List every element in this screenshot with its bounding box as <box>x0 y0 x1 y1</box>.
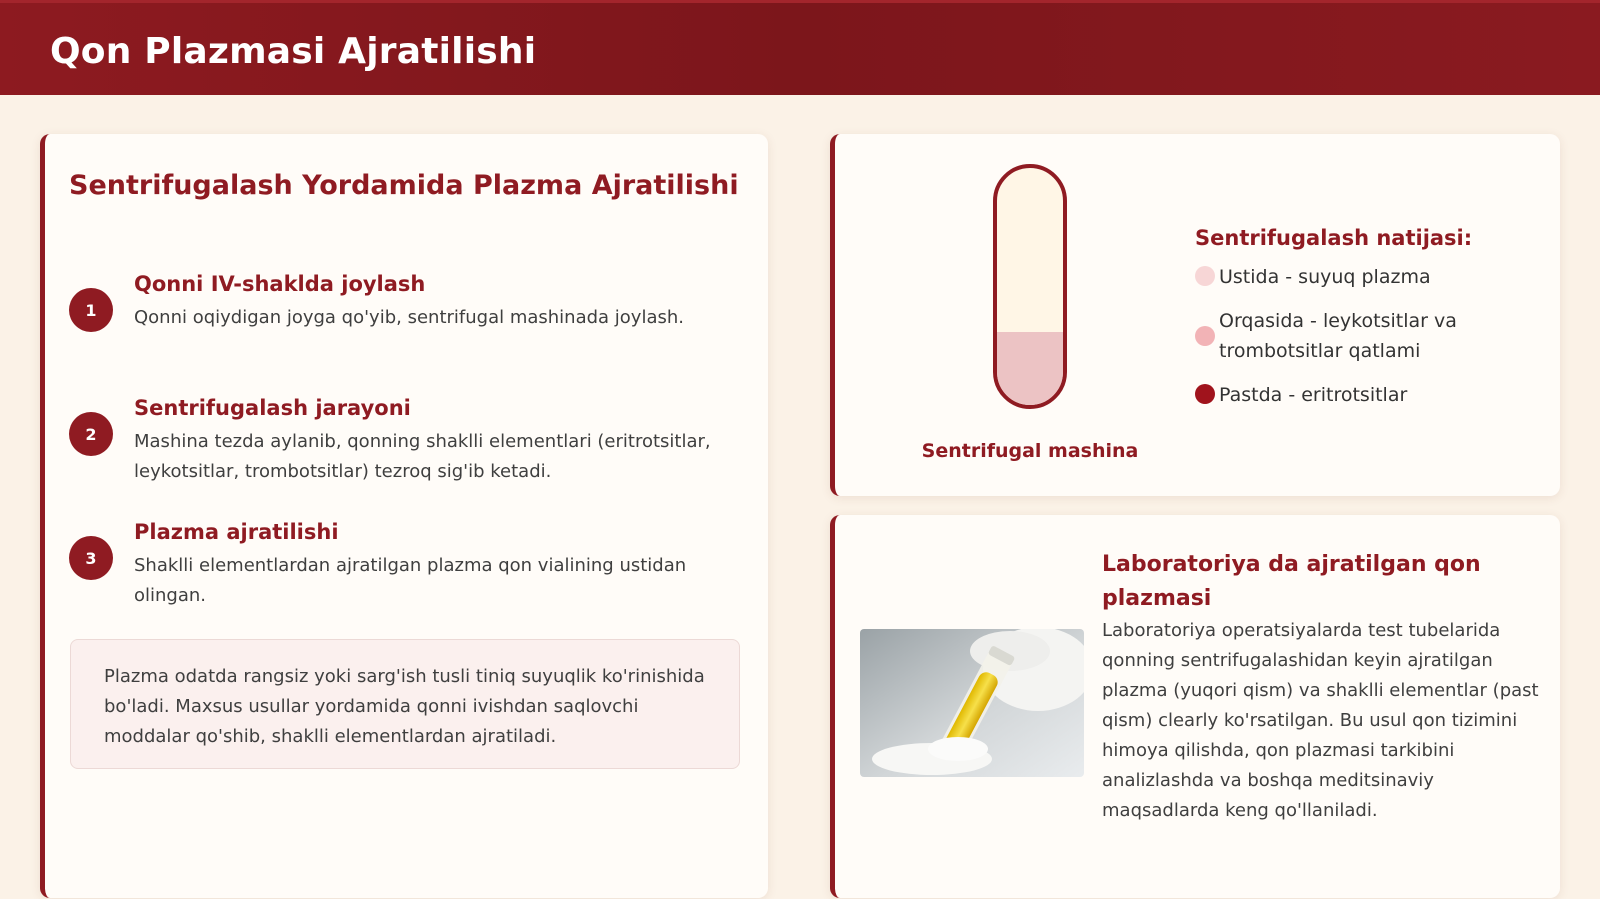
step-description: Mashina tezda aylanib, qonning shaklli elementlari (eritrotsitlar, leykotsitlar, trombotsitlar) tezroq sig'ib ketadi. <box>134 431 711 482</box>
centrifuge-label: Sentrifugal mashina <box>921 440 1139 462</box>
lab-tube-photo <box>860 629 1084 777</box>
test-tube-icon <box>993 164 1067 409</box>
step-description: Shaklli elementlardan ajratilgan plazma qon vialining ustidan olingan. <box>134 555 687 606</box>
step-title: Plazma ajratilishi <box>134 520 339 544</box>
result-title: Sentrifugalash natijasi: <box>1195 226 1473 250</box>
step-description: Qonni oqiydigan joyga qo'yib, sentrifugal mashinada joylash. <box>134 307 684 328</box>
legend-text: Pastda - eritrotsitlar <box>1219 384 1408 406</box>
lab-title: Laboratoriya da ajratilgan qon plazmasi <box>1102 552 1481 611</box>
lab-tube-image-icon <box>860 629 1084 777</box>
legend-text: Orqasida - leykotsitlar va trombotsitlar qatlami <box>1219 310 1457 362</box>
step-number-badge: 3 <box>69 536 113 580</box>
test-tube <box>993 164 1067 409</box>
tube-fill-level <box>997 332 1063 405</box>
info-note: Plazma odatda rangsiz yoki sarg'ish tusli tiniq suyuqlik ko'rinishida bo'ladi. Maxsus usullar yordamida qonni ivishdan saqlovchi moddalar qo'shib, shaklli elementlardan ajratiladi. <box>70 639 740 769</box>
lab-card <box>830 515 1560 898</box>
page-header <box>0 0 1600 95</box>
lab-description: Laboratoriya operatsiyalarda test tubelarida qonning sentrifugalashidan keyin ajratilgan plazma (yuqori qism) va shaklli elementlar (past qism) clearly ko'rsatilgan. Bu usul qon tizimini himoya qilishda, qon plazmasi tarkibini analizlashda va boshqa meditsinaviy maqsadlarda keng qo'llaniladi. <box>1102 620 1539 821</box>
buffy-coat-dot-icon <box>1195 326 1215 346</box>
erythrocyte-dot-icon <box>1195 384 1215 404</box>
step-number-badge: 1 <box>69 288 113 332</box>
step-title: Sentrifugalash jarayoni <box>134 396 411 420</box>
process-title: Sentrifugalash Yordamida Plazma Ajratilishi <box>69 170 739 201</box>
process-card <box>40 134 768 898</box>
legend-text: Ustida - suyuq plazma <box>1219 266 1431 288</box>
step-title: Qonni IV-shaklda joylash <box>134 272 426 296</box>
plasma-dot-icon <box>1195 266 1215 286</box>
step-number-badge: 2 <box>69 412 113 456</box>
centrifuge-card <box>830 134 1560 496</box>
page-title: Qon Plazmasi Ajratilishi <box>50 31 537 72</box>
